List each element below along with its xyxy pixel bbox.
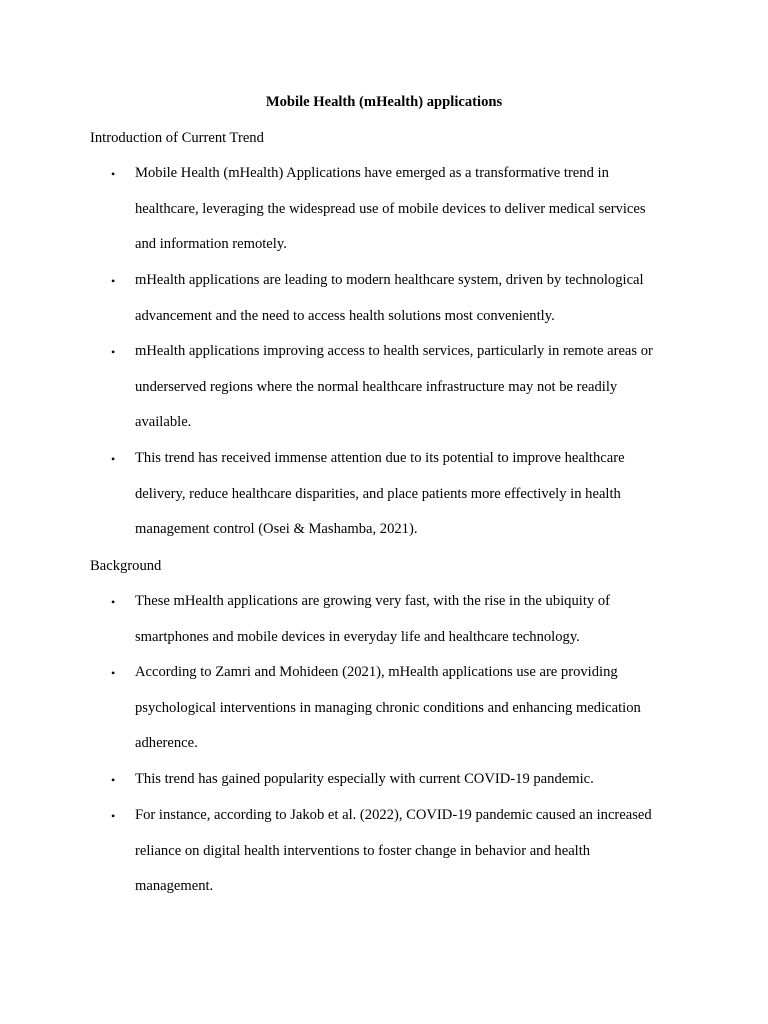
bullet-line: mHealth applications are leading to modern healthcare system, driven by technological (135, 272, 644, 288)
bullet-line: mHealth applications improving access to health services, particularly in remote areas or (135, 343, 653, 359)
bullet-item (135, 584, 680, 655)
bullet-marker: • (111, 167, 116, 181)
bullet-line: This trend has received immense attention due to its potential to improve healthcare (135, 450, 625, 466)
document-title: Mobile Health (mHealth) applications (265, 94, 503, 110)
bullet-marker: • (111, 666, 116, 680)
bullet-marker: • (111, 345, 116, 359)
section-heading-introduction: Introduction of Current Trend (90, 130, 264, 146)
bullet-line: smartphones and mobile devices in everyday life and healthcare technology. (135, 628, 580, 645)
bullet-item (135, 334, 680, 441)
bullet-line: available. (135, 414, 192, 431)
bullet-marker: • (111, 809, 116, 823)
bullet-line: According to Zamri and Mohideen (2021), mHealth applications use are providing (135, 664, 618, 680)
bullet-line: reliance on digital health interventions to foster change in behavior and health (135, 842, 591, 859)
bullet-line: Mobile Health (mHealth) Applications have emerged as a transformative trend in (135, 165, 609, 181)
bullet-line: adherence. (135, 735, 198, 752)
bullet-marker: • (111, 274, 116, 288)
bullet-item (135, 156, 680, 263)
bullet-marker: • (111, 452, 116, 466)
bullet-line: This trend has gained popularity especially with current COVID-19 pandemic. (135, 771, 594, 787)
bullet-line: underserved regions where the normal healthcare infrastructure may not be readily (135, 378, 618, 395)
bullet-marker: • (111, 773, 116, 787)
bullet-item (135, 655, 680, 762)
bullet-item (135, 263, 680, 334)
bullet-line: healthcare, leveraging the widespread use of mobile devices to deliver medical services (135, 200, 646, 217)
bullet-line: For instance, according to Jakob et al. (2022), COVID-19 pandemic caused an increased (135, 807, 652, 823)
section-heading-background: Background (90, 558, 162, 574)
bullet-item (135, 762, 680, 798)
bullet-line: psychological interventions in managing chronic conditions and enhancing medication (135, 699, 641, 716)
bullet-line: delivery, reduce healthcare disparities, and place patients more effectively in health (135, 485, 621, 502)
bullet-line: and information remotely. (135, 236, 287, 253)
bullet-line: advancement and the need to access health solutions most conveniently. (135, 307, 555, 324)
bullet-line: management control (Osei & Mashamba, 2021). (135, 521, 418, 538)
bullet-marker: • (111, 595, 116, 609)
bullet-line: management. (135, 878, 214, 895)
bullet-item (135, 441, 680, 548)
bullet-item (135, 798, 680, 905)
bullet-line: These mHealth applications are growing very fast, with the rise in the ubiquity of (135, 593, 610, 609)
